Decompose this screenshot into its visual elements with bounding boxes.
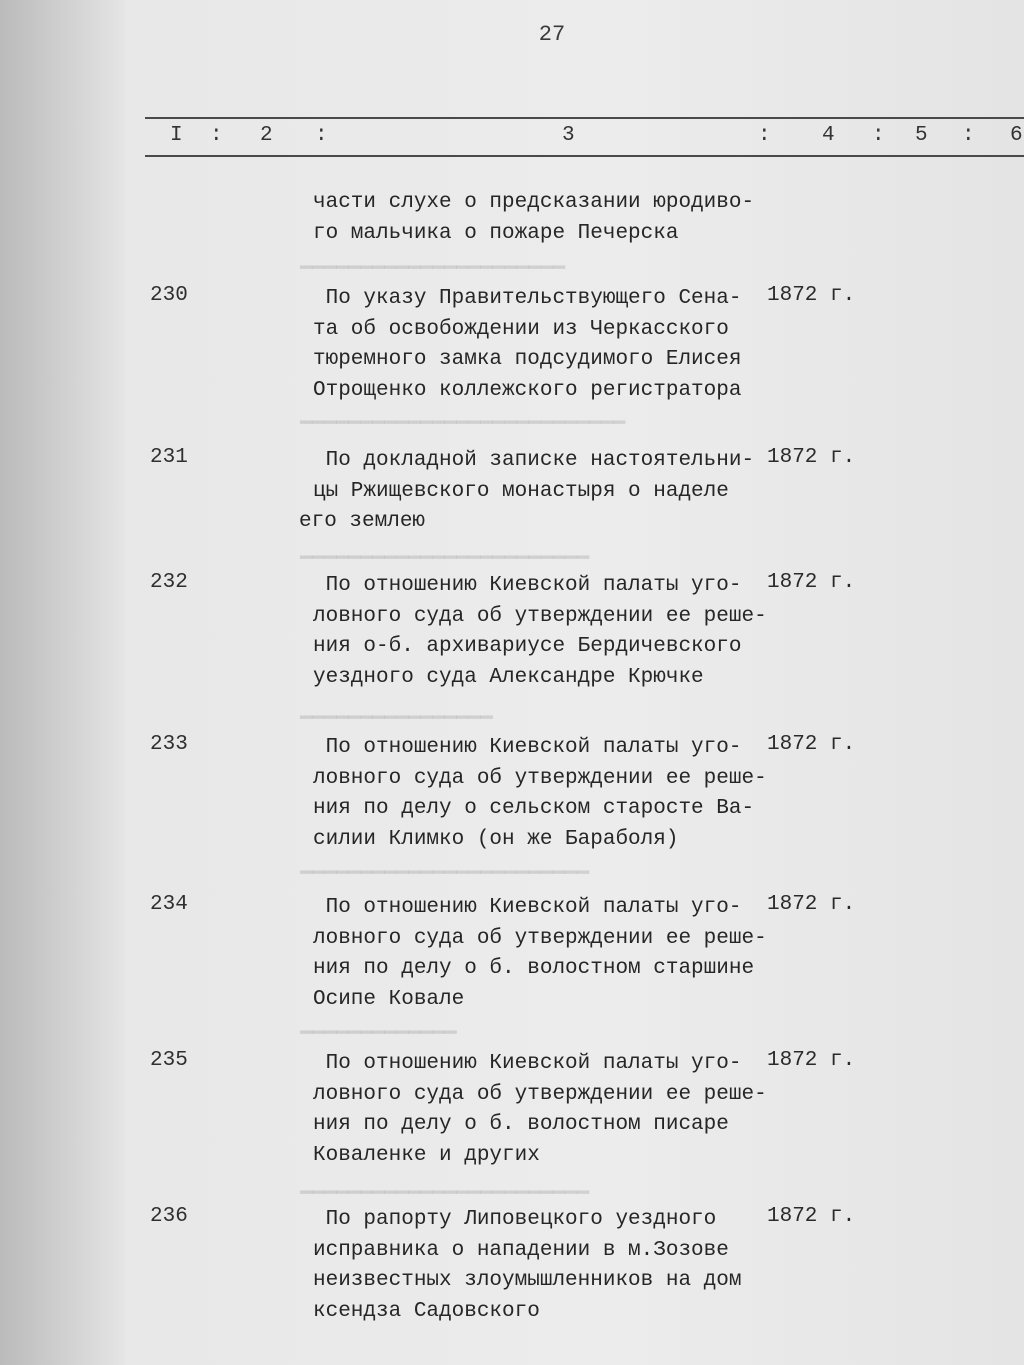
entry-description — [313, 1205, 783, 1327]
entry-number: 234 — [150, 893, 188, 916]
description-line: ловного суда об утверждении ее реше- — [313, 1082, 767, 1106]
bleed-through-lines: ━━━━━━━━━━━━━━━━ — [300, 708, 493, 731]
description-line: Осипе Ковале — [313, 987, 465, 1011]
description-line: По докладной записке настоятельни- — [313, 449, 755, 472]
entry-description — [313, 188, 783, 249]
description-line: его землею — [299, 510, 426, 533]
column-header-3: 3 — [562, 124, 575, 147]
description-line: ловного суда об утверждении ее реше- — [313, 604, 767, 628]
description-line: ния о-б. архивариусе Бердичевского — [313, 635, 742, 658]
column-header-5: 5 — [915, 124, 928, 147]
description-line: части слухе о предсказании юродиво- — [313, 191, 755, 214]
description-line: По отношению Киевской палаты уго- — [313, 1052, 742, 1075]
description-line: Коваленке и других — [313, 1143, 540, 1167]
entry-number: 232 — [150, 571, 188, 594]
column-separator: : — [962, 124, 975, 147]
description-line: цы Ржищевского монастыря о наделе — [313, 479, 729, 503]
entry-date: 1872 г. — [767, 733, 856, 756]
header-rule-bottom — [145, 155, 1024, 157]
page-gutter-shadow — [0, 0, 125, 1365]
page-number: 27 — [538, 22, 566, 47]
column-separator: : — [210, 124, 223, 147]
entry-number: 231 — [150, 446, 188, 469]
bleed-through-lines: ━━━━━━━━━━━━━ — [300, 1023, 457, 1046]
entry-date: 1872 г. — [767, 571, 856, 594]
description-line: го мальчика о пожаре Печерска — [313, 221, 679, 245]
entry-number: 236 — [150, 1205, 188, 1228]
entry-description — [299, 446, 783, 538]
header-rule-top — [145, 117, 1024, 119]
description-line: ловного суда об утверждении ее реше- — [313, 926, 767, 950]
description-line: ловного суда об утверждении ее реше- — [313, 766, 767, 790]
description-line: ния по делу о б. волостном писаре — [313, 1113, 729, 1136]
entry-number: 235 — [150, 1049, 188, 1072]
entry-date: 1872 г. — [767, 1205, 856, 1228]
bleed-through-lines: ━━━━━━━━━━━━━━━━━━━━━━━━ — [300, 1183, 589, 1206]
bleed-through-lines: ━━━━━━━━━━━━━━━━━━━━━━━━━━━ — [300, 413, 626, 436]
entry-description — [313, 571, 783, 693]
description-line: Отрощенко коллежского регистратора — [313, 378, 742, 402]
description-line: ния по делу о сельском старосте Ва- — [313, 797, 755, 820]
column-header-6: 6 — [1010, 124, 1023, 147]
description-line: неизвестных злоумышленников на дом — [313, 1269, 742, 1292]
column-separator: : — [758, 124, 771, 147]
entry-description — [313, 284, 783, 406]
bleed-through-lines: ━━━━━━━━━━━━━━━━━━━━━━━━ — [300, 863, 589, 886]
description-line: ния по делу о б. волостном старшине — [313, 957, 755, 980]
description-line: По указу Правительствующего Сена- — [313, 287, 742, 310]
bleed-through-lines: ━━━━━━━━━━━━━━━━━━━━━━━━ — [300, 548, 589, 571]
description-line: та об освобождении из Черкасского — [313, 317, 729, 341]
entry-description — [313, 1049, 783, 1171]
entry-date: 1872 г. — [767, 1049, 856, 1072]
description-line: По отношению Киевской палаты уго- — [313, 736, 742, 759]
description-line: силии Климко (он же Бараболя) — [313, 827, 679, 851]
column-header-2: 2 — [260, 124, 273, 147]
column-separator: : — [315, 124, 328, 147]
entry-number: 233 — [150, 733, 188, 756]
entry-date: 1872 г. — [767, 284, 856, 307]
description-line: уездного суда Александре Крючке — [313, 665, 704, 689]
column-header-1: I — [170, 124, 183, 147]
description-line: По рапорту Липовецкого уездного — [313, 1208, 717, 1231]
description-line: По отношению Киевской палаты уго- — [313, 574, 742, 597]
description-line: тюремного замка подсудимого Елисея — [313, 348, 742, 371]
column-separator: : — [872, 124, 885, 147]
entry-description — [313, 733, 783, 855]
column-header-4: 4 — [822, 124, 835, 147]
entry-date: 1872 г. — [767, 893, 856, 916]
entry-number: 230 — [150, 284, 188, 307]
entry-date: 1872 г. — [767, 446, 856, 469]
bleed-through-lines: ━━━━━━━━━━━━━━━━━━━━━━ — [300, 258, 565, 281]
description-line: ксендза Садовского — [313, 1299, 540, 1323]
description-line: исправника о нападении в м.Зозове — [313, 1238, 729, 1262]
entry-description — [313, 893, 783, 1015]
description-line: По отношению Киевской палаты уго- — [313, 896, 742, 919]
